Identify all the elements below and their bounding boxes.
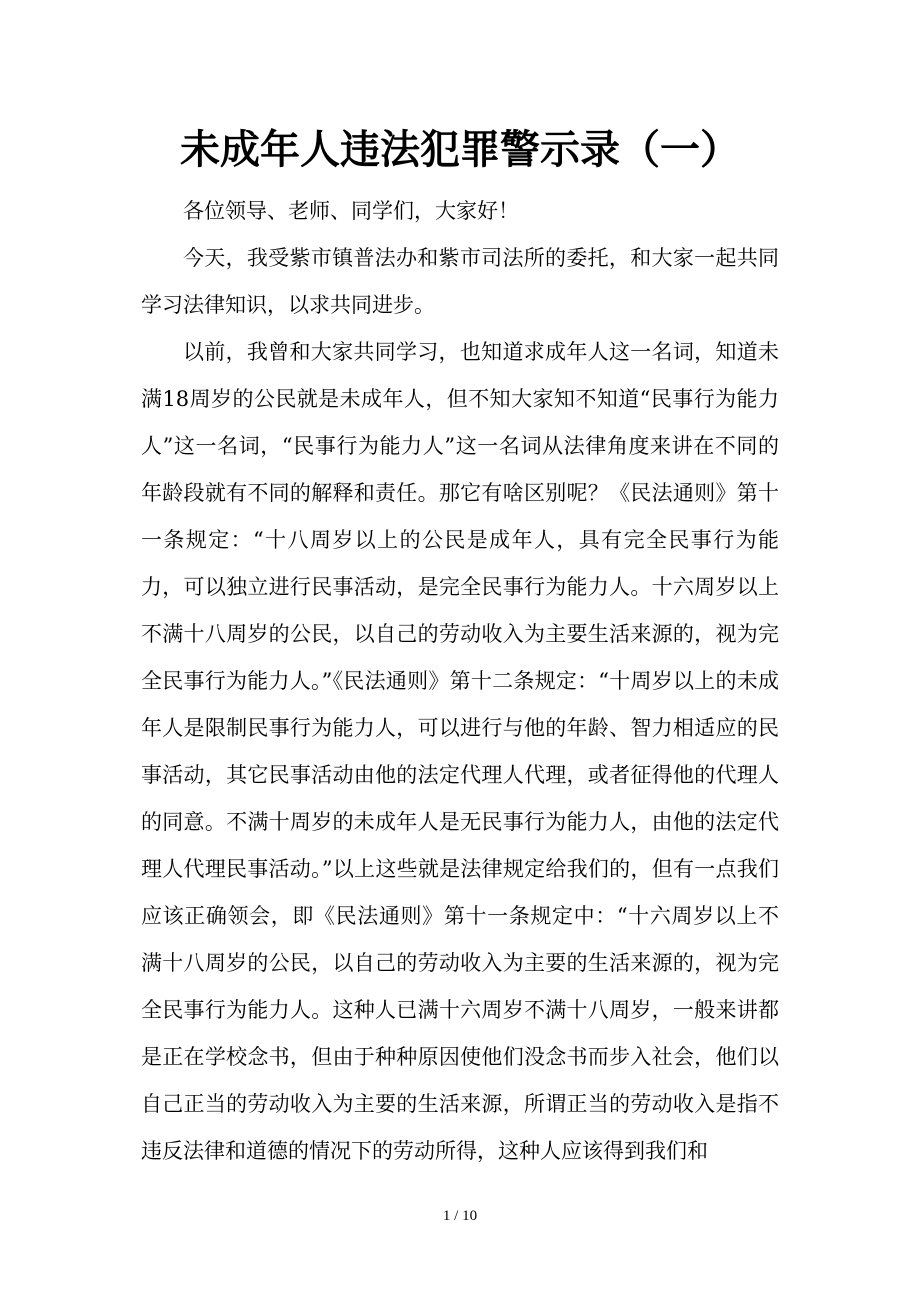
paragraph-greeting: 各位领导、老师、同学们，大家好！: [183, 199, 519, 223]
paragraph-main: 以前，我曾和大家共同学习，也知道求成年人这一名词，知道未满18周岁的公民就是未成年人，但不知大家知不知道“民事行为能力人”这一名词，“民事行为能力人”这一名词从法律角度来讲在不同的年龄段就有不同的解释和责任。那它有啥区别呢？《民法通则》第十一条规定：“十八周岁以上的公民是成年人，具有完全民事行为能力，可以独立进行民事活动，是完全民事行为能力人。十六周岁以上不满十八周岁的公民，以自己的劳动收入为主要生活来源的，视为完全民事行为能力人。”《民法通则》第十二条规定：“十周岁以上的未成年人是限制民事行为能力人，可以进行与他的年龄、智力相适应的民事活动，其它民事活动由他的法定代理人代理，或者征得他的代理人的同意。不满十周岁的未成年人是无民事行为能力人，由他的法定代理人代理民事活动。”以上这些就是法律规定给我们的，但有一点我们应该正确领会，即《民法通则》第十一条规定中：“十六周岁以上不满十八周岁的公民，以自己的劳动收入为主要的生活来源的，视为完全民事行为能力人。这种人已满十六周岁不满十八周岁，一般来讲都是正在学校念书，但由于种种原因使他们没念书而步入社会，他们以自己正当的劳动收入为主要的生活来源，所谓正当的劳动收入是指不违反法律和道德的情况下的劳动所得，这种人应该得到我们和: [141, 340, 779, 1163]
document-title: 未成年人违法犯罪警示录（一）: [180, 127, 740, 173]
page-number: 1 / 10: [442, 1208, 478, 1224]
document-body: [141, 188, 779, 1175]
paragraph-intro: 今天，我受紫市镇普法办和紫市司法所的委托，和大家一起共同学习法律知识，以求共同进步。: [141, 246, 779, 317]
